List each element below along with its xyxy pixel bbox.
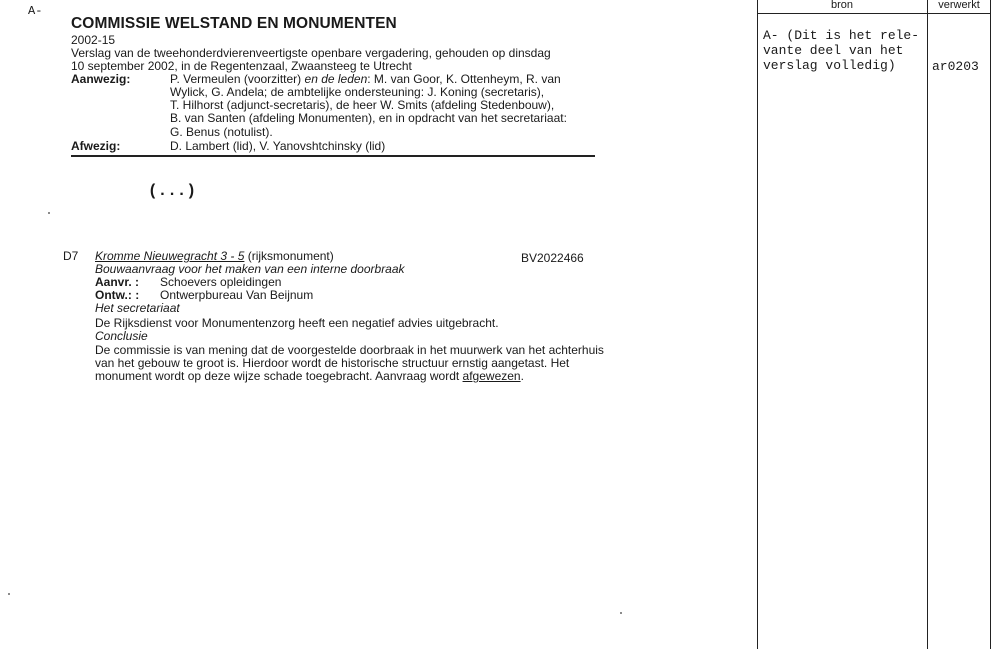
item-status: (rijksmonument)	[244, 249, 334, 263]
processed-value: ar0203	[932, 59, 979, 74]
designer-label: Ontw.: :	[95, 288, 140, 302]
present-line: B. van Santen (afdeling Monumenten), en in opdracht van het secretariaat:	[170, 111, 567, 125]
secretariat-heading: Het secretariaat	[95, 301, 180, 315]
table-right-border	[990, 0, 991, 649]
meeting-number: 2002-15	[71, 33, 116, 47]
applicant-value: Schoevers opleidingen	[160, 275, 282, 289]
source-note-line: vante deel van het	[763, 43, 904, 58]
present-label: Aanwezig:	[71, 72, 131, 86]
designer-value: Ontwerpbureau Van Beijnum	[160, 288, 314, 302]
omission-ellipsis: (...)	[148, 182, 197, 200]
item-code: D7	[63, 249, 79, 263]
absent-value: D. Lambert (lid), V. Yanovshtchinsky (lid)	[170, 139, 386, 153]
conclusion-line: monument wordt op deze wijze schade toegebracht. Aanvraag wordt afgewezen.	[95, 369, 524, 383]
header-rule	[71, 155, 595, 157]
scan-speck	[620, 612, 622, 614]
table-column-divider	[927, 0, 928, 649]
column-header-processed: verwerkt	[938, 0, 980, 11]
conclusion-heading: Conclusie	[95, 329, 148, 343]
absent-label: Afwezig:	[71, 139, 121, 153]
document-title: COMMISSIE WELSTAND EN MONUMENTEN	[71, 15, 397, 32]
meeting-description-line: 10 september 2002, in de Regentenzaal, Zwaansteeg te Utrecht	[71, 59, 412, 73]
present-line: Wylick, G. Andela; de ambtelijke ondersteuning: J. Koning (secretaris),	[170, 85, 545, 99]
table-header-rule	[757, 13, 991, 14]
scan-speck	[8, 593, 10, 595]
item-subtitle: Bouwaanvraag voor het maken van een interne doorbraak	[95, 262, 405, 276]
column-header-source: bron	[830, 0, 854, 11]
decision-rejected: afgewezen	[462, 369, 521, 383]
item-reference: BV2022466	[521, 251, 584, 265]
meeting-description-line: Verslag van de tweehonderdvierenveertigste openbare vergadering, gehouden op dinsdag	[71, 46, 551, 60]
scan-speck	[48, 212, 50, 214]
present-line: T. Hilhorst (adjunct-secretaris), de heer W. Smits (afdeling Stedenbouw),	[170, 98, 555, 112]
present-line: P. Vermeulen (voorzitter) en de leden: M. van Goor, K. Ottenheym, R. van	[170, 72, 561, 86]
conclusion-line: De commissie is van mening dat de voorgestelde doorbraak in het muurwerk van het achterhuis	[95, 343, 604, 357]
source-note-line: A- (Dit is het rele-	[763, 28, 920, 43]
source-note-line: verslag volledig)	[763, 58, 896, 73]
table-left-border	[757, 0, 758, 649]
item-address: Kromme Nieuwegracht 3 - 5	[95, 249, 245, 263]
present-line: G. Benus (notulist).	[170, 125, 273, 139]
applicant-label: Aanvr. :	[95, 275, 140, 289]
secretariat-text: De Rijksdienst voor Monumentenzorg heeft een negatief advies uitgebracht.	[95, 316, 499, 330]
conclusion-line: van het gebouw te groot is. Hierdoor wordt de historische structuur ernstig aangetast. Het	[95, 356, 570, 370]
corner-marker: A-	[28, 4, 43, 18]
